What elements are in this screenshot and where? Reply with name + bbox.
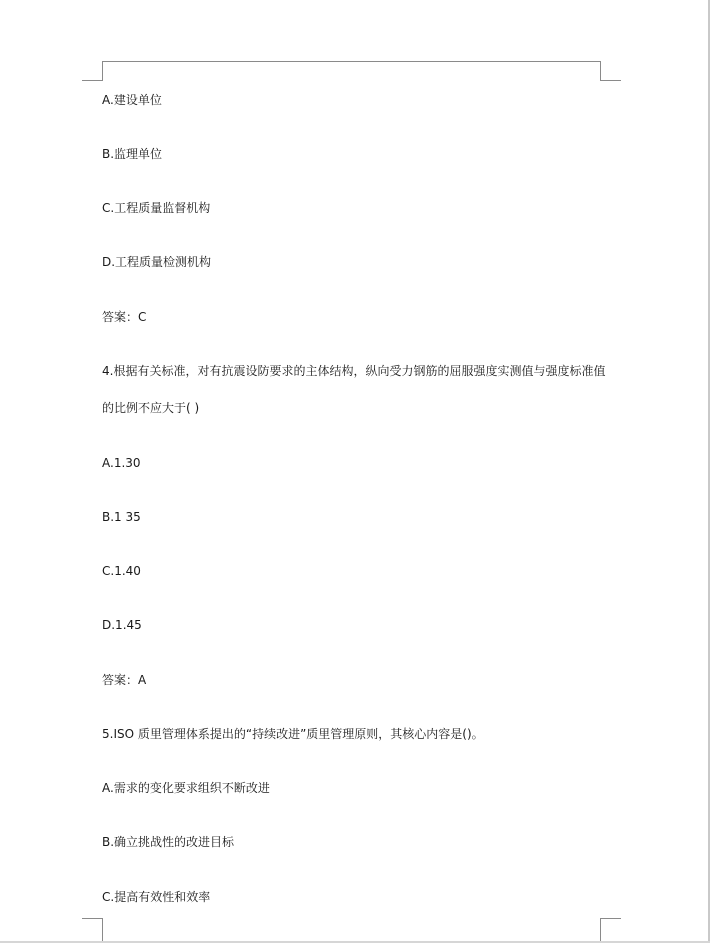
crop-mark-bottom-left <box>82 918 102 919</box>
option-a-q4: A.1.30 <box>102 456 141 470</box>
option-c-q4: C.1.40 <box>102 564 141 578</box>
option-d-q4: D.1.45 <box>102 618 142 632</box>
page-top-border <box>102 61 600 62</box>
crop-mark-bottom-right-vertical <box>600 918 601 943</box>
crop-mark-bottom-right <box>601 918 621 919</box>
answer-q3: 答案：C <box>102 310 147 324</box>
option-b-q4: B.1 35 <box>102 510 141 524</box>
crop-mark-top-right <box>601 80 621 81</box>
question-4-cont: 的比例不应大于( ) <box>102 401 200 415</box>
crop-mark-top-left <box>82 80 102 81</box>
crop-mark-top-left-vertical <box>102 61 103 81</box>
question-5: 5.ISO 质里管理体系提出的“持续改进”质里管理原则，其核心内容是()。 <box>102 727 484 741</box>
question-4: 4.根据有关标准，对有抗震设防要求的主体结构，纵向受力钢筋的屈服强度实测值与强度标准值 <box>102 364 606 378</box>
option-a-q3: A.建设单位 <box>102 93 162 107</box>
option-d-q3: D.工程质量检测机构 <box>102 255 212 269</box>
option-c-q5: C.提高有效性和效率 <box>102 890 211 904</box>
crop-mark-top-right-vertical <box>600 61 601 81</box>
crop-mark-bottom-left-vertical <box>102 918 103 943</box>
answer-q4: 答案：A <box>102 673 147 687</box>
option-b-q3: B.监理单位 <box>102 147 163 161</box>
option-a-q5: A.需求的变化要求组织不断改进 <box>102 781 270 795</box>
option-b-q5: B.确立挑战性的改进目标 <box>102 835 235 849</box>
option-c-q3: C.工程质量监督机构 <box>102 201 211 215</box>
